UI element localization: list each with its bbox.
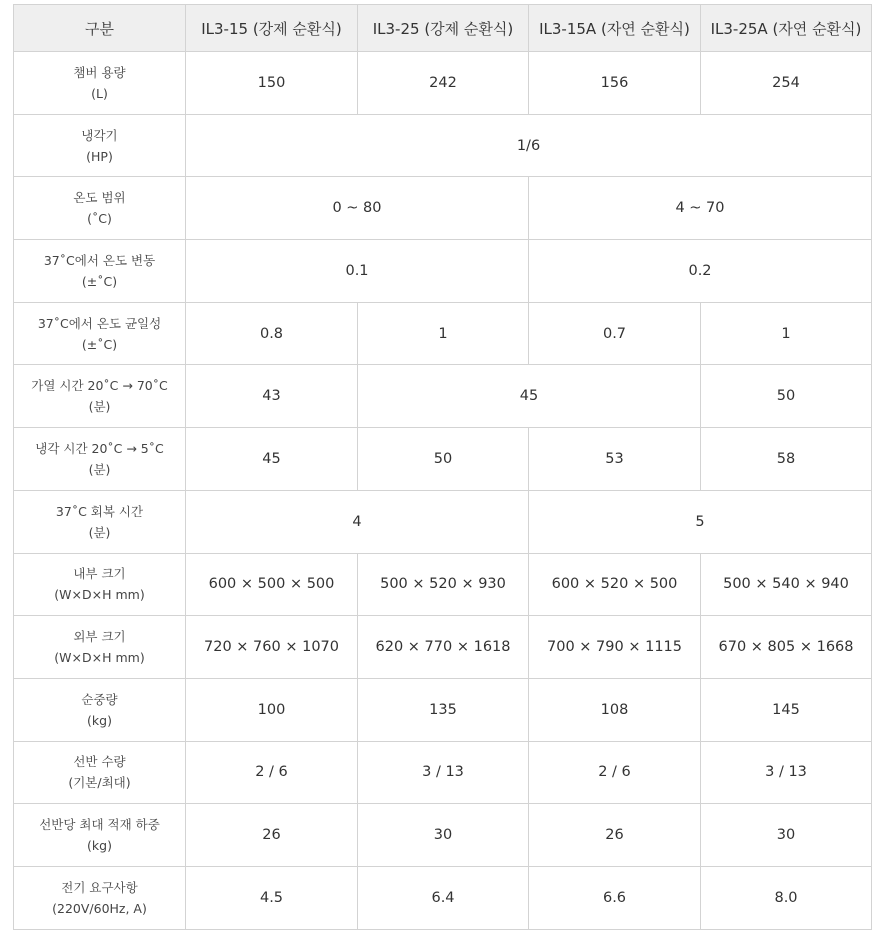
table-row [14, 302, 872, 365]
header-label: 구분 [14, 5, 186, 52]
table-cell: 45 [358, 365, 701, 428]
table-cell: 43 [186, 365, 358, 428]
table-row [14, 866, 872, 929]
row-label [14, 553, 186, 616]
table-cell: 2 / 6 [529, 741, 701, 804]
row-label-name: 37˚C 회복 시간 [55, 503, 144, 519]
table-row [14, 114, 872, 177]
table-cell: 2 / 6 [186, 741, 358, 804]
table-cell: 6.4 [358, 866, 529, 929]
table-cell: 3 / 13 [358, 741, 529, 804]
table-cell: 26 [186, 804, 358, 867]
table-cell: 50 [358, 428, 529, 491]
table-cell: 600 × 500 × 500 [186, 553, 358, 616]
table-cell: 4 ~ 70 [529, 177, 872, 240]
row-label [14, 302, 186, 365]
model-header: IL3-15 (강제 순환식) [186, 5, 358, 52]
header-row [14, 5, 872, 52]
row-label-name: 가열 시간 20˚C → 70˚C [31, 378, 168, 394]
row-label-unit: (W×D×H mm) [54, 587, 145, 603]
table-cell: 254 [701, 52, 872, 115]
table-cell: 145 [701, 678, 872, 741]
table-cell: 0.8 [186, 302, 358, 365]
table-cell: 4 [186, 490, 529, 553]
table-cell: 156 [529, 52, 701, 115]
table-cell: 26 [529, 804, 701, 867]
table-row [14, 177, 872, 240]
row-label-unit: (분) [88, 399, 111, 415]
table-cell: 45 [186, 428, 358, 491]
row-label-name: 37˚C에서 온도 균일성 [37, 315, 162, 331]
table-cell: 1 [701, 302, 872, 365]
table-row [14, 365, 872, 428]
row-label [14, 741, 186, 804]
table-cell: 242 [358, 52, 529, 115]
row-label [14, 490, 186, 553]
table-cell: 100 [186, 678, 358, 741]
row-label [14, 866, 186, 929]
row-label-name: 전기 요구사항 [61, 879, 138, 895]
row-label-unit: (W×D×H mm) [54, 650, 145, 666]
row-label [14, 428, 186, 491]
table-cell: 1/6 [186, 114, 872, 177]
table-cell: 6.6 [529, 866, 701, 929]
table-cell: 500 × 540 × 940 [701, 553, 872, 616]
table-cell: 3 / 13 [701, 741, 872, 804]
table-cell: 0.7 [529, 302, 701, 365]
table-cell: 150 [186, 52, 358, 115]
row-label-unit: (분) [88, 461, 111, 477]
row-label-unit: (±˚C) [81, 273, 118, 289]
row-label-name: 선반 수량 [73, 754, 126, 770]
table-cell: 30 [358, 804, 529, 867]
row-label-name: 순중량 [81, 691, 118, 707]
table-cell: 500 × 520 × 930 [358, 553, 529, 616]
row-label-unit: (±˚C) [81, 336, 118, 352]
row-label-unit: (기본/최대) [68, 775, 131, 791]
row-label-unit: (220V/60Hz, A) [52, 900, 147, 916]
row-label [14, 678, 186, 741]
spec-table [13, 4, 872, 930]
table-cell: 700 × 790 × 1115 [529, 616, 701, 679]
row-label-name: 외부 크기 [73, 629, 126, 645]
table-cell: 8.0 [701, 866, 872, 929]
row-label-name: 선반당 최대 적재 하중 [39, 817, 160, 833]
table-row [14, 240, 872, 303]
table-row [14, 553, 872, 616]
table-cell: 620 × 770 × 1618 [358, 616, 529, 679]
row-label-unit: (kg) [87, 838, 112, 854]
table-cell: 670 × 805 × 1668 [701, 616, 872, 679]
row-label-unit: (HP) [86, 148, 113, 164]
row-label-unit: (분) [88, 524, 111, 540]
table-row [14, 741, 872, 804]
table-cell: 0.2 [529, 240, 872, 303]
table-row [14, 52, 872, 115]
row-label [14, 52, 186, 115]
table-cell: 30 [701, 804, 872, 867]
table-cell: 4.5 [186, 866, 358, 929]
table-row [14, 678, 872, 741]
table-cell: 600 × 520 × 500 [529, 553, 701, 616]
row-label-unit: (L) [91, 85, 108, 101]
row-label [14, 114, 186, 177]
row-label [14, 177, 186, 240]
row-label-name: 온도 범위 [73, 190, 126, 206]
table-row [14, 804, 872, 867]
row-label [14, 616, 186, 679]
table-row [14, 428, 872, 491]
table-cell: 50 [701, 365, 872, 428]
row-label [14, 365, 186, 428]
table-cell: 0.1 [186, 240, 529, 303]
table-cell: 1 [358, 302, 529, 365]
table-cell: 53 [529, 428, 701, 491]
row-label-name: 내부 크기 [73, 566, 126, 582]
table-row [14, 490, 872, 553]
row-label-name: 냉각기 [81, 127, 118, 143]
model-header: IL3-25 (강제 순환식) [358, 5, 529, 52]
row-label-name: 챔버 용량 [73, 64, 126, 80]
table-cell: 108 [529, 678, 701, 741]
table-cell: 5 [529, 490, 872, 553]
table-row [14, 616, 872, 679]
row-label-unit: (˚C) [87, 211, 112, 227]
spec-table-container [13, 4, 872, 930]
table-cell: 0 ~ 80 [186, 177, 529, 240]
model-header: IL3-15A (자연 순환식) [529, 5, 701, 52]
table-cell: 135 [358, 678, 529, 741]
row-label-name: 냉각 시간 20˚C → 5˚C [35, 440, 164, 456]
row-label [14, 804, 186, 867]
table-cell: 720 × 760 × 1070 [186, 616, 358, 679]
row-label-name: 37˚C에서 온도 변동 [43, 252, 156, 268]
row-label-unit: (kg) [87, 712, 112, 728]
table-cell: 58 [701, 428, 872, 491]
row-label [14, 240, 186, 303]
model-header: IL3-25A (자연 순환식) [701, 5, 872, 52]
